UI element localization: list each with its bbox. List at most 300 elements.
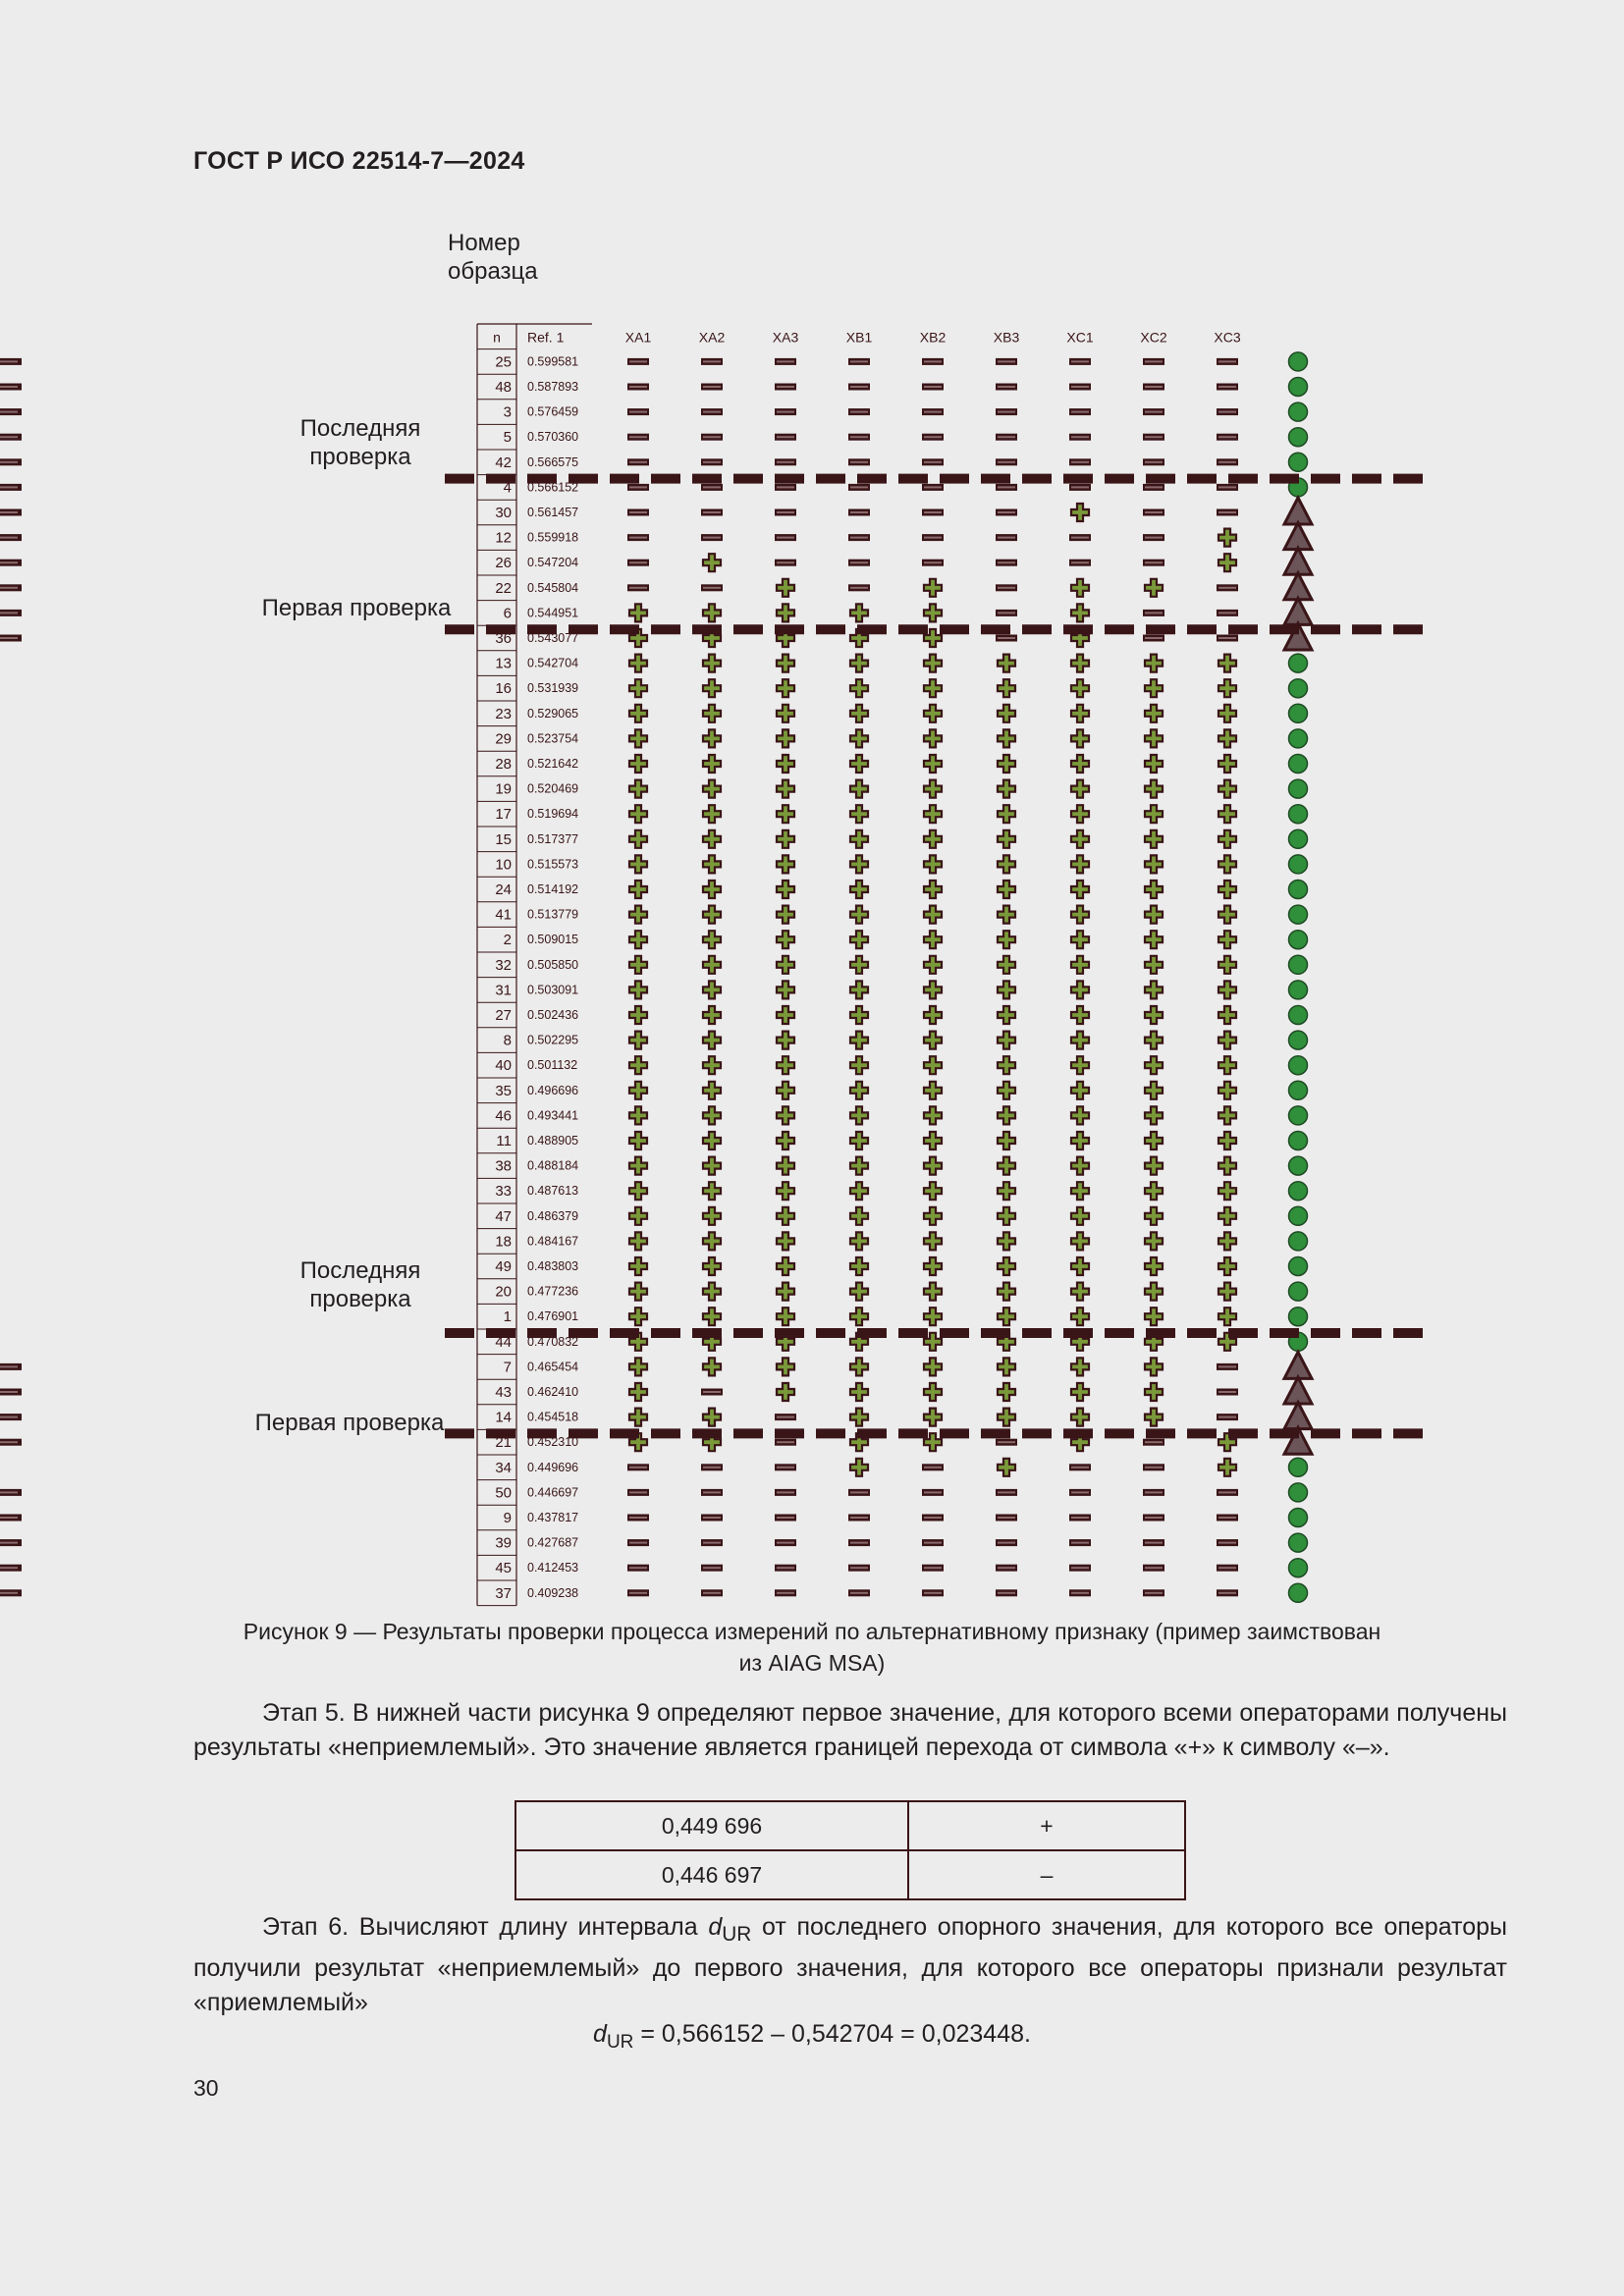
- accept-circle: [1289, 1458, 1308, 1476]
- plus-mark: [777, 1082, 794, 1099]
- minus-mark-highlight: [1218, 461, 1236, 463]
- plus-mark: [1071, 504, 1089, 521]
- plus-mark: [703, 881, 721, 898]
- reference-value: 0.486379: [527, 1208, 579, 1223]
- sample-number: 39: [495, 1534, 512, 1552]
- plus-mark: [1218, 1459, 1236, 1476]
- accept-circle: [1289, 1132, 1308, 1150]
- plus-mark: [777, 1283, 794, 1301]
- sample-number: 44: [495, 1333, 512, 1351]
- plus-mark: [924, 1132, 942, 1149]
- plus-mark: [703, 655, 721, 672]
- column-header-operator: XC2: [1140, 329, 1167, 346]
- minus-mark-highlight: [924, 1567, 942, 1569]
- plus-mark: [777, 956, 794, 974]
- minus-mark-highlight: [1218, 1391, 1236, 1393]
- plus-mark: [924, 1056, 942, 1074]
- plus-mark: [1218, 1106, 1236, 1124]
- plus-mark: [777, 705, 794, 722]
- plus-mark: [1145, 705, 1163, 722]
- plus-mark: [703, 705, 721, 722]
- sample-number: 47: [495, 1207, 512, 1225]
- accept-circle: [1289, 1156, 1308, 1175]
- minus-mark-highlight: [1071, 360, 1089, 362]
- plus-mark: [629, 1182, 647, 1200]
- table-row: [515, 1801, 1185, 1850]
- minus-mark-highlight: [629, 486, 647, 488]
- plus-mark: [850, 1257, 868, 1275]
- sample-number: 2: [503, 932, 512, 949]
- plus-mark: [1218, 1056, 1236, 1074]
- plus-mark: [1145, 1207, 1163, 1225]
- plus-mark: [1145, 830, 1163, 848]
- plus-mark: [850, 1106, 868, 1124]
- reference-value: 0.543077: [527, 631, 579, 645]
- plus-mark: [850, 1032, 868, 1049]
- reference-value: 0.502295: [527, 1033, 579, 1047]
- minus-mark-highlight: [0, 612, 18, 614]
- plus-mark: [629, 1383, 647, 1401]
- sample-number: 6: [503, 605, 512, 622]
- plus-mark: [1071, 604, 1089, 621]
- plus-mark: [1071, 1056, 1089, 1074]
- plus-mark: [1071, 1157, 1089, 1175]
- minus-mark-highlight: [850, 461, 868, 463]
- minus-mark-highlight: [1218, 1567, 1236, 1569]
- sample-number: 27: [495, 1007, 512, 1024]
- minus-mark-highlight: [998, 537, 1015, 539]
- reference-value: 0.452310: [527, 1435, 579, 1450]
- reference-value: 0.502436: [527, 1008, 579, 1022]
- plus-mark: [777, 755, 794, 773]
- reference-value: 0.488905: [527, 1134, 579, 1148]
- minus-mark-highlight: [998, 461, 1015, 463]
- plus-mark: [1218, 981, 1236, 998]
- plus-mark: [1218, 1132, 1236, 1149]
- plus-mark: [777, 881, 794, 898]
- sample-number: 48: [495, 379, 512, 396]
- sample-number: 19: [495, 780, 512, 798]
- plus-mark: [1071, 1006, 1089, 1024]
- plus-mark: [998, 729, 1015, 747]
- minus-mark-highlight: [0, 511, 18, 513]
- plus-mark: [629, 1409, 647, 1426]
- sample-number: 1: [503, 1308, 512, 1326]
- sample-number: 40: [495, 1057, 512, 1075]
- accept-circle: [1289, 1182, 1308, 1201]
- plus-mark: [777, 1383, 794, 1401]
- plus-mark: [629, 655, 647, 672]
- plus-mark: [1071, 729, 1089, 747]
- column-header-n: n: [493, 329, 501, 346]
- minus-mark-highlight: [998, 1491, 1015, 1493]
- minus-mark-highlight: [1218, 1542, 1236, 1544]
- plus-mark: [629, 1358, 647, 1375]
- plus-mark: [777, 604, 794, 621]
- minus-mark-highlight: [629, 1517, 647, 1519]
- lower-last-check-label-line1: Последняя: [299, 1257, 421, 1284]
- sample-number: 35: [495, 1082, 512, 1099]
- plus-mark: [1218, 1082, 1236, 1099]
- sample-number-title-line2: образца: [448, 258, 538, 285]
- sample-number: 34: [495, 1459, 512, 1476]
- plus-mark: [703, 1308, 721, 1325]
- minus-mark-highlight: [850, 1491, 868, 1493]
- minus-mark-highlight: [850, 537, 868, 539]
- minus-mark-highlight: [1218, 1517, 1236, 1519]
- minus-mark-highlight: [703, 360, 721, 362]
- plus-mark: [1145, 1308, 1163, 1325]
- plus-mark: [629, 780, 647, 798]
- plus-mark: [850, 1459, 868, 1476]
- plus-mark: [1071, 1207, 1089, 1225]
- minus-mark-highlight: [703, 1391, 721, 1393]
- reference-value: 0.566152: [527, 480, 579, 495]
- accept-circle: [1289, 402, 1308, 421]
- plus-mark: [703, 1106, 721, 1124]
- reference-value: 0.544951: [527, 606, 579, 620]
- plus-mark: [1218, 931, 1236, 948]
- reference-value: 0.547204: [527, 556, 579, 570]
- operator-results: [0, 358, 1238, 1596]
- accept-circle: [1289, 1031, 1308, 1049]
- minus-mark-highlight: [1145, 1542, 1163, 1544]
- figure-caption: [196, 1616, 1428, 1679]
- upper-last-check-label-line1: Последняя: [299, 415, 421, 442]
- plus-mark: [629, 1006, 647, 1024]
- plus-mark: [924, 755, 942, 773]
- plus-mark: [629, 604, 647, 621]
- minus-mark-highlight: [850, 511, 868, 513]
- plus-mark: [998, 906, 1015, 924]
- plus-mark: [629, 1106, 647, 1124]
- minus-mark-highlight: [777, 511, 794, 513]
- minus-mark-highlight: [703, 461, 721, 463]
- plus-mark: [850, 1056, 868, 1074]
- plus-mark: [998, 881, 1015, 898]
- minus-mark-highlight: [1218, 511, 1236, 513]
- minus-mark-highlight: [1145, 612, 1163, 614]
- reference-value: 0.513779: [527, 907, 579, 922]
- minus-mark-highlight: [924, 461, 942, 463]
- plus-mark: [703, 1157, 721, 1175]
- minus-mark-highlight: [0, 1391, 18, 1393]
- plus-mark: [850, 981, 868, 998]
- minus-mark-highlight: [629, 561, 647, 563]
- plus-mark: [924, 805, 942, 823]
- minus-mark-highlight: [629, 360, 647, 362]
- minus-mark-highlight: [1218, 1365, 1236, 1367]
- minus-mark-highlight: [1145, 561, 1163, 563]
- minus-mark-highlight: [703, 411, 721, 413]
- plus-mark: [703, 956, 721, 974]
- reference-value: 0.470832: [527, 1334, 579, 1349]
- reference-value: 0.503091: [527, 983, 579, 997]
- accept-circle: [1289, 1533, 1308, 1552]
- sample-number: 29: [495, 730, 512, 748]
- minus-mark-highlight: [0, 1491, 18, 1493]
- accept-circle: [1289, 352, 1308, 371]
- plus-mark: [924, 855, 942, 873]
- stage6-variable-subscript: UR: [722, 1923, 752, 1946]
- minus-mark-highlight: [998, 360, 1015, 362]
- plus-mark: [924, 1157, 942, 1175]
- plus-mark: [924, 604, 942, 621]
- plus-mark: [998, 705, 1015, 722]
- plus-mark: [924, 906, 942, 924]
- sample-number: 23: [495, 705, 512, 722]
- reference-value: 0.599581: [527, 354, 579, 369]
- plus-mark: [1218, 855, 1236, 873]
- minus-mark-highlight: [629, 1491, 647, 1493]
- sample-number: 20: [495, 1283, 512, 1301]
- minus-mark-highlight: [703, 386, 721, 388]
- minus-mark-highlight: [1218, 1416, 1236, 1418]
- minus-mark-highlight: [998, 1567, 1015, 1569]
- plus-mark: [1071, 956, 1089, 974]
- formula-variable: d: [593, 2020, 607, 2048]
- minus-mark-highlight: [0, 587, 18, 589]
- limit-sign-cell: +: [908, 1801, 1185, 1850]
- minus-mark-highlight: [1071, 1542, 1089, 1544]
- plus-mark: [703, 1257, 721, 1275]
- plus-mark: [629, 1032, 647, 1049]
- plus-mark: [1071, 1358, 1089, 1375]
- minus-mark-highlight: [777, 1542, 794, 1544]
- sample-number: 42: [495, 454, 512, 471]
- plus-mark: [850, 1383, 868, 1401]
- plus-mark: [924, 705, 942, 722]
- plus-mark: [924, 931, 942, 948]
- minus-mark-highlight: [1071, 461, 1089, 463]
- reference-value: 0.515573: [527, 857, 579, 872]
- plus-mark: [1145, 931, 1163, 948]
- plus-mark: [1218, 1232, 1236, 1250]
- accept-circle: [1289, 679, 1308, 698]
- sample-number: 5: [503, 429, 512, 447]
- plus-mark: [629, 881, 647, 898]
- plus-mark: [629, 729, 647, 747]
- minus-mark-highlight: [1145, 360, 1163, 362]
- plus-mark: [924, 1182, 942, 1200]
- plus-mark: [924, 655, 942, 672]
- plus-mark: [629, 805, 647, 823]
- plus-mark: [998, 1232, 1015, 1250]
- sample-number: 8: [503, 1032, 512, 1049]
- plus-mark: [629, 679, 647, 697]
- plus-mark: [998, 1182, 1015, 1200]
- plus-mark: [1145, 780, 1163, 798]
- plus-mark: [924, 956, 942, 974]
- accept-circle: [1289, 1206, 1308, 1225]
- minus-mark-highlight: [850, 1567, 868, 1569]
- plus-mark: [850, 855, 868, 873]
- minus-mark-highlight: [850, 561, 868, 563]
- minus-mark-highlight: [850, 360, 868, 362]
- plus-mark: [850, 830, 868, 848]
- plus-mark: [703, 1207, 721, 1225]
- plus-mark: [924, 1106, 942, 1124]
- minus-mark-highlight: [1145, 461, 1163, 463]
- sample-number: 9: [503, 1510, 512, 1526]
- plus-mark: [998, 755, 1015, 773]
- plus-mark: [850, 1232, 868, 1250]
- plus-mark: [998, 1032, 1015, 1049]
- limit-sign-cell: –: [908, 1850, 1185, 1899]
- minus-mark-highlight: [0, 1517, 18, 1519]
- plus-mark: [1218, 780, 1236, 798]
- minus-mark-highlight: [998, 436, 1015, 438]
- minus-mark-highlight: [0, 411, 18, 413]
- plus-mark: [1145, 1283, 1163, 1301]
- sample-number: 45: [495, 1560, 512, 1577]
- minus-mark-highlight: [777, 1517, 794, 1519]
- plus-mark: [998, 679, 1015, 697]
- minus-mark-highlight: [1071, 537, 1089, 539]
- plus-mark: [924, 881, 942, 898]
- minus-mark-highlight: [924, 537, 942, 539]
- plus-mark: [1145, 906, 1163, 924]
- minus-mark-highlight: [703, 587, 721, 589]
- plus-mark: [1071, 655, 1089, 672]
- plus-mark: [1145, 1157, 1163, 1175]
- plus-mark: [850, 1283, 868, 1301]
- plus-mark: [998, 1207, 1015, 1225]
- sample-number: 22: [495, 579, 512, 597]
- reference-value: 0.566575: [527, 454, 579, 469]
- reference-value: 0.517377: [527, 831, 579, 846]
- plus-mark: [703, 1132, 721, 1149]
- minus-mark-highlight: [1145, 386, 1163, 388]
- plus-mark: [998, 830, 1015, 848]
- plus-mark: [777, 1257, 794, 1275]
- plus-mark: [629, 830, 647, 848]
- plus-mark: [629, 1082, 647, 1099]
- plus-mark: [924, 1207, 942, 1225]
- plus-mark: [629, 1283, 647, 1301]
- plus-mark: [924, 679, 942, 697]
- sample-number: 31: [495, 982, 512, 999]
- minus-mark-highlight: [777, 411, 794, 413]
- reference-value: 0.509015: [527, 933, 579, 947]
- plus-mark: [850, 1157, 868, 1175]
- column-header-operator: XB1: [845, 329, 873, 346]
- plus-mark: [998, 981, 1015, 998]
- reference-value: 0.412453: [527, 1561, 579, 1575]
- plus-mark: [629, 1308, 647, 1325]
- stage6-text-after: от последнего опорного значения, для которого все операторы получили результат «неприемлемый» до первого значения, для которого все операторы признали результат «приемлемый»: [193, 1913, 1507, 2016]
- minus-mark-highlight: [629, 587, 647, 589]
- plus-mark: [1145, 1358, 1163, 1375]
- reference-value: 0.476901: [527, 1309, 579, 1324]
- plus-mark: [777, 1106, 794, 1124]
- plus-mark: [777, 780, 794, 798]
- plus-mark: [703, 1409, 721, 1426]
- sample-number: 12: [495, 529, 512, 547]
- column-header-operator: XC1: [1066, 329, 1094, 346]
- accept-circle: [1289, 1559, 1308, 1577]
- reference-value: 0.427687: [527, 1535, 579, 1550]
- figure-caption-line2: из AIAG MSA): [738, 1650, 886, 1676]
- minus-mark-highlight: [1218, 612, 1236, 614]
- plus-mark: [850, 1308, 868, 1325]
- formula-subscript: UR: [606, 2032, 634, 2053]
- plus-mark: [703, 981, 721, 998]
- plus-mark: [924, 1383, 942, 1401]
- limits-table: [514, 1800, 1186, 1900]
- lower-last-check-label-line2: проверка: [309, 1286, 411, 1312]
- plus-mark: [998, 1459, 1015, 1476]
- minus-mark-highlight: [1145, 1567, 1163, 1569]
- column-header-operator: XB3: [993, 329, 1020, 346]
- stage6-text-before: Этап 6. Вычисляют длину интервала: [262, 1913, 709, 1941]
- plus-mark: [777, 1182, 794, 1200]
- reference-value: 0.477236: [527, 1284, 579, 1299]
- minus-mark-highlight: [0, 637, 18, 639]
- accept-circle: [1289, 829, 1308, 848]
- column-header-operator: XB2: [919, 329, 947, 346]
- plus-mark: [1218, 830, 1236, 848]
- plus-mark: [850, 780, 868, 798]
- plus-mark: [703, 1358, 721, 1375]
- plus-mark: [1071, 780, 1089, 798]
- plus-mark: [998, 1409, 1015, 1426]
- plus-mark: [1145, 1182, 1163, 1200]
- sample-number: 49: [495, 1258, 512, 1275]
- plus-mark: [629, 705, 647, 722]
- plus-mark: [629, 1132, 647, 1149]
- accept-circle: [1289, 1106, 1308, 1125]
- plus-mark: [1145, 1032, 1163, 1049]
- accept-circle: [1289, 1308, 1308, 1326]
- sample-number: 37: [495, 1584, 512, 1602]
- accept-circle: [1289, 428, 1308, 447]
- minus-mark-highlight: [777, 386, 794, 388]
- minus-mark-highlight: [998, 1592, 1015, 1594]
- page-number: 30: [193, 2075, 219, 2101]
- plus-mark: [703, 755, 721, 773]
- minus-mark-highlight: [1145, 411, 1163, 413]
- accept-circle: [1289, 881, 1308, 899]
- plus-mark: [1145, 1257, 1163, 1275]
- sample-number: 3: [503, 403, 512, 421]
- plus-mark: [1145, 1232, 1163, 1250]
- plus-mark: [1071, 1232, 1089, 1250]
- minus-mark-highlight: [1145, 1467, 1163, 1468]
- minus-mark-highlight: [0, 1542, 18, 1544]
- plus-mark: [850, 655, 868, 672]
- plus-mark: [777, 1032, 794, 1049]
- plus-mark: [998, 1257, 1015, 1275]
- minus-mark-highlight: [924, 1542, 942, 1544]
- plus-mark: [1071, 1132, 1089, 1149]
- minus-mark-highlight: [703, 436, 721, 438]
- accept-circle: [1289, 1232, 1308, 1251]
- reference-value: 0.514192: [527, 882, 579, 896]
- minus-mark-highlight: [703, 1542, 721, 1544]
- plus-mark: [1071, 1257, 1089, 1275]
- plus-mark: [1218, 1006, 1236, 1024]
- accept-circle: [1289, 1006, 1308, 1025]
- reference-value: 0.545804: [527, 580, 579, 595]
- plus-mark: [1071, 1182, 1089, 1200]
- minus-mark-highlight: [1071, 386, 1089, 388]
- minus-mark-highlight: [924, 411, 942, 413]
- plus-mark: [703, 780, 721, 798]
- sample-number: 24: [495, 881, 512, 898]
- limit-value-cell: 0,446 697: [515, 1850, 908, 1899]
- plus-mark: [1071, 906, 1089, 924]
